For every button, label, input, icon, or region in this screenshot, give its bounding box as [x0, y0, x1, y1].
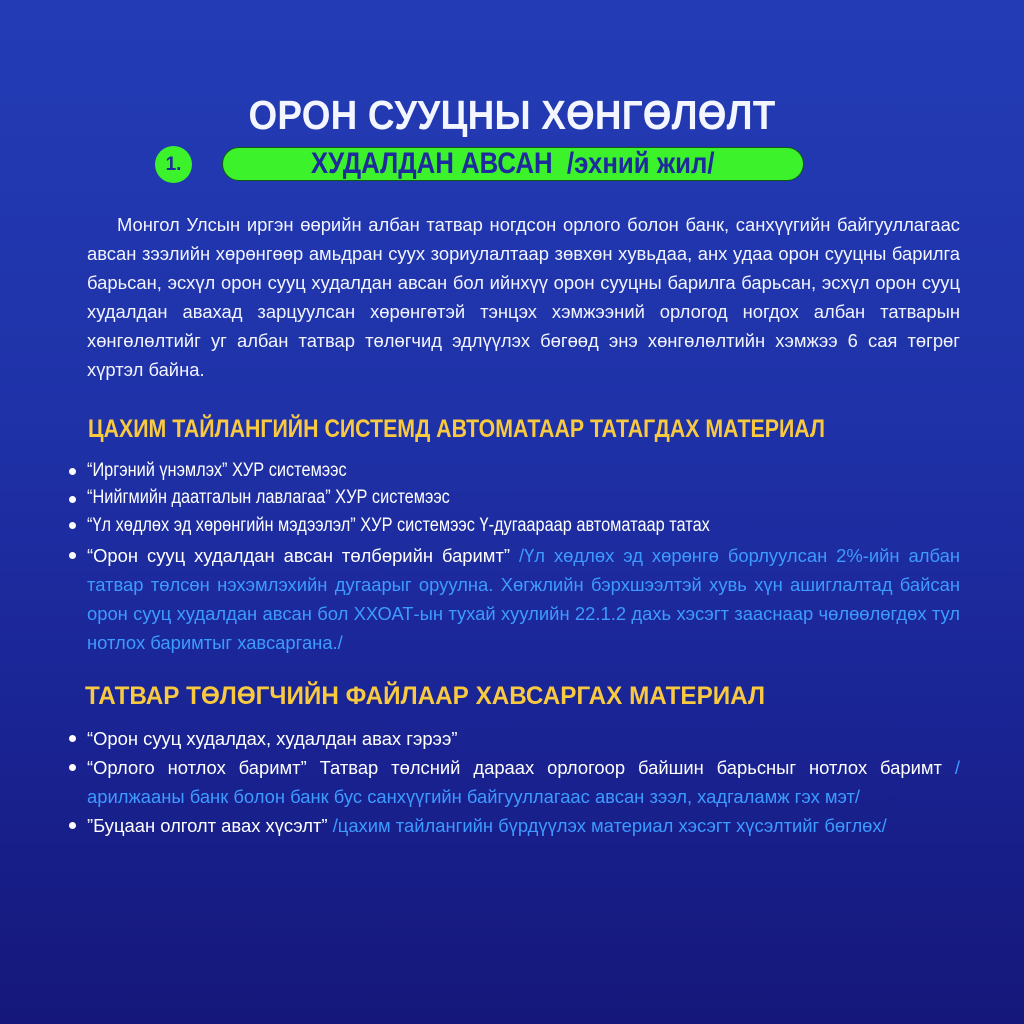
bullet-icon — [69, 496, 76, 503]
list-item-text: “Орон сууц худалдах, худалдан авах гэрээ” — [87, 728, 458, 749]
list-item-text: “Иргэний үнэмлэх” ХУР системээс — [87, 460, 347, 481]
list-item — [68, 753, 960, 811]
list-item — [68, 724, 960, 753]
file-materials-heading: ТАТВАР ТӨЛӨГЧИЙН ФАЙЛААР ХАВСАРГАХ МАТЕРИАЛ — [85, 682, 766, 710]
bullet-icon — [69, 735, 76, 742]
list-item-note: /Үл хөдлөх эд хөрөнгө борлуулсан 2%-ийн албан татвар төлсөн нэхэмлэхийн дугаарыг оруулна. Хөгжлийн бэрхшээлтэй хувь хүн ашиглалтад байсан орон сууц худалдан авсан бол ХХОАТ-ын тухай хуулийн 22.1.2 дахь хэсэгт зааснаар чөлөөлөгдөх тул нотлох баримтыг хавсаргана./ — [87, 545, 960, 653]
bullet-icon — [69, 764, 76, 771]
page-title: ОРОН СУУЦНЫ ХӨНГӨЛӨЛТ — [248, 92, 776, 138]
file-materials-list — [68, 724, 960, 840]
list-item-note: /арилжааны банк болон банк бус санхүүгийн байгууллагаас авсан зээл, хадгаламж гэх мэт/ — [87, 757, 960, 807]
subtitle-banner — [222, 147, 804, 181]
bullet-icon — [69, 822, 76, 829]
intro-paragraph: Монгол Улсын иргэн өөрийн албан татвар ногдсон орлого болон банк, санхүүгийн байгууллагаас авсан зээлийн хөрөнгөөр амьдран суух зориулалтаар зөвхөн хувьдаа, анх удаа орон сууцны барилга барьсан, эсхүл орон сууц худалдан авсан бол ийнхүү орон сууцны барилга барьсан, эсхүл орон сууц худалдан авахад зарцуулсан хөрөнгөтэй тэнцэх хэмжээний орлогод ногдох албан татварын хөнгөлөлтийг уг албан татвар төлөгчид эдлүүлэх бөгөөд энэ хөнгөлөлтийн хэмжээ 6 сая төгрөг хүртэл байна. — [87, 214, 960, 380]
bullet-icon — [69, 552, 76, 559]
list-item — [68, 541, 960, 657]
section-number-badge: 1. — [155, 146, 192, 183]
bullet-icon — [69, 522, 76, 529]
auto-materials-list — [68, 458, 960, 657]
list-item-text: ”Буцаан олголт авах хүсэлт” — [87, 815, 328, 836]
list-item-text: “Үл хөдлөх эд хөрөнгийн мэдээлэл” ХУР системээс Ү-дугаараар автоматаар татах — [87, 515, 710, 536]
list-item-note: /цахим тайлангийн бүрдүүлэх материал хэсэгт хүсэлтийг бөглөх/ — [332, 815, 887, 836]
list-item-text: “Орон сууц худалдан авсан төлбөрийн баримт” — [87, 545, 510, 566]
list-item — [68, 512, 960, 540]
list-item-text: “Нийгмийн даатгалын лавлагаа” ХУР системээс — [87, 487, 450, 508]
subtitle-text: ХУДАЛДАН АВСАН /эхний жил/ — [311, 147, 715, 180]
list-item — [68, 811, 960, 840]
bullet-icon — [69, 468, 76, 475]
list-item-text: “Орлого нотлох баримт” Татвар төлсний дараах орлогоор байшин барьсныг нотлох баримт — [87, 757, 942, 778]
list-item — [68, 458, 960, 484]
list-item — [68, 484, 960, 512]
auto-materials-heading: ЦАХИМ ТАЙЛАНГИЙН СИСТЕМД АВТОМАТААР ТАТАГДАХ МАТЕРИАЛ — [88, 415, 825, 443]
